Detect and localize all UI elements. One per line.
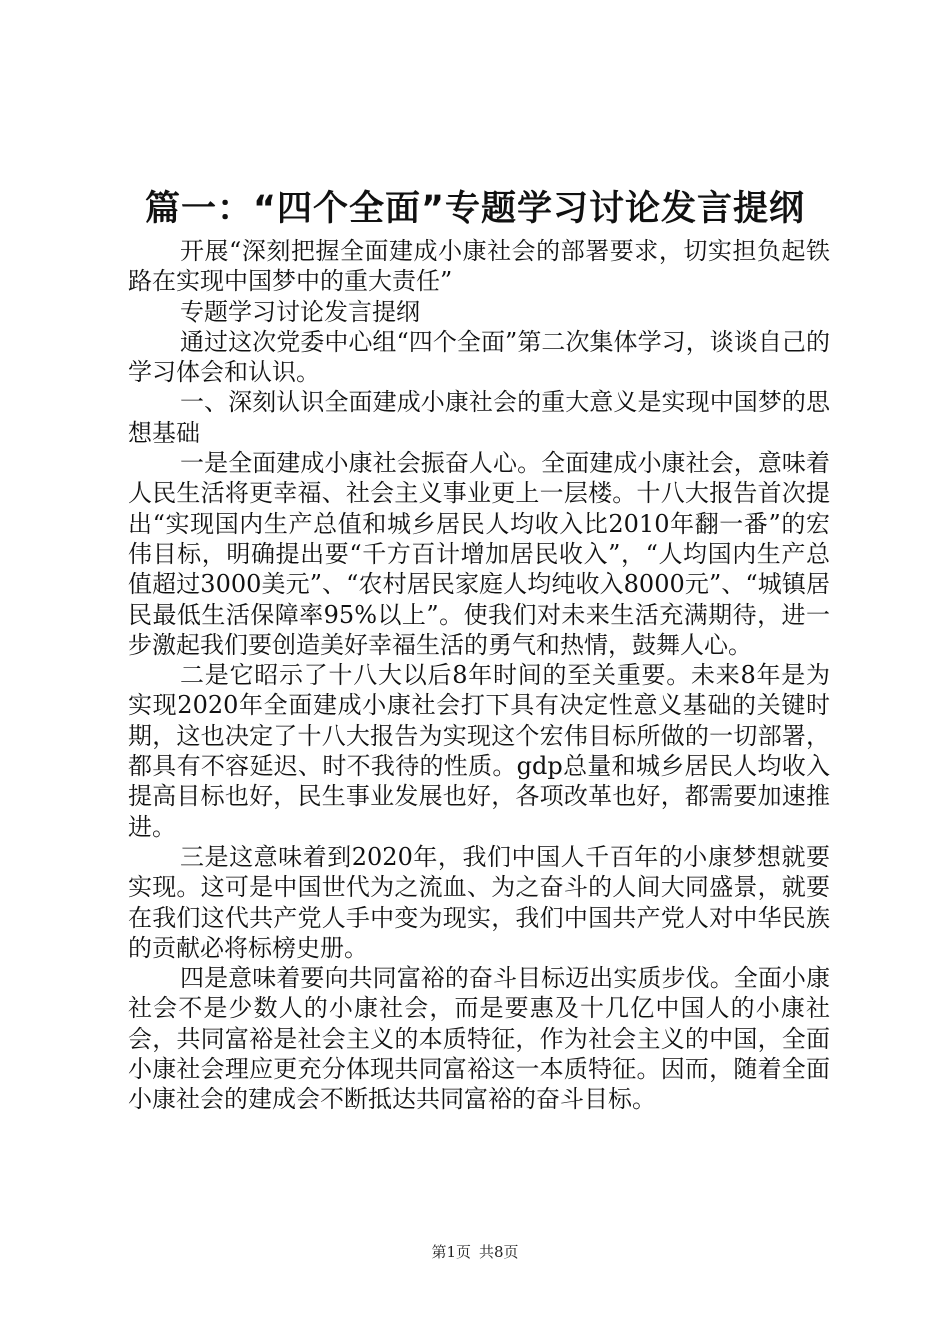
paragraph: 通过这次党委中心组“四个全面”第二次集体学习，谈谈自己的学习体会和认识。 (128, 327, 830, 387)
paragraph: 一是全面建成小康社会振奋人心。全面建成小康社会，意味着人民生活将更幸福、社会主义事业更上一层楼。十八大报告首次提出“实现国内生产总值和城乡居民人均收入比2010年翻一番”的宏伟目标，明确提出要“千方百计增加居民收入”，“人均国内生产总值超过3000美元”、“农村居民家庭人均纯收入8000元”、“城镇居民最低生活保障率95%以上”。使我们对未来生活充满期待，进一步激起我们要创造美好幸福生活的勇气和热情，鼓舞人心。 (128, 449, 830, 659)
paragraph: 二是它昭示了十八大以后8年时间的至关重要。未来8年是为实现2020年全面建成小康社会打下具有决定性意义基础的关键时期，这也决定了十八大报告为实现这个宏伟目标所做的一切部署，都具有不容延迟、时不我待的性质。gdp总量和城乡居民人均收入提高目标也好，民生事业发展也好，各项改革也好，都需要加速推进。 (128, 661, 830, 841)
section-heading: 一、深刻认识全面建成小康社会的重大意义是实现中国梦的思想基础 (128, 388, 830, 447)
paragraph: 开展“深刻把握全面建成小康社会的部署要求，切实担负起铁路在实现中国梦中的重大责任” (128, 237, 830, 296)
page-number: 第1页 (431, 1243, 471, 1261)
document-title: 篇一：“四个全面”专题学习讨论发言提纲 (144, 189, 805, 229)
paragraph: 四是意味着要向共同富裕的奋斗目标迈出实质步伐。全面小康社会不是少数人的小康社会，而是要惠及十几亿中国人的小康社会，共同富裕是社会主义的本质特征，作为社会主义的中国，全面小康社会理应更充分体现共同富裕这一本质特征。因而，随着全面小康社会的建成会不断抵达共同富裕的奋斗目标。 (128, 964, 830, 1114)
paragraph: 三是这意味着到2020年，我们中国人千百年的小康梦想就要实现。这可是中国世代为之流血、为之奋斗的人间大同盛景，就要在我们这代共产党人手中变为现实，我们中国共产党人对中华民族的贡献必将标榜史册。 (128, 842, 830, 962)
paragraph: 专题学习讨论发言提纲 (180, 297, 420, 326)
page-total: 共8页 (479, 1243, 519, 1261)
page-footer (0, 1242, 950, 1262)
document-body (128, 236, 830, 1115)
